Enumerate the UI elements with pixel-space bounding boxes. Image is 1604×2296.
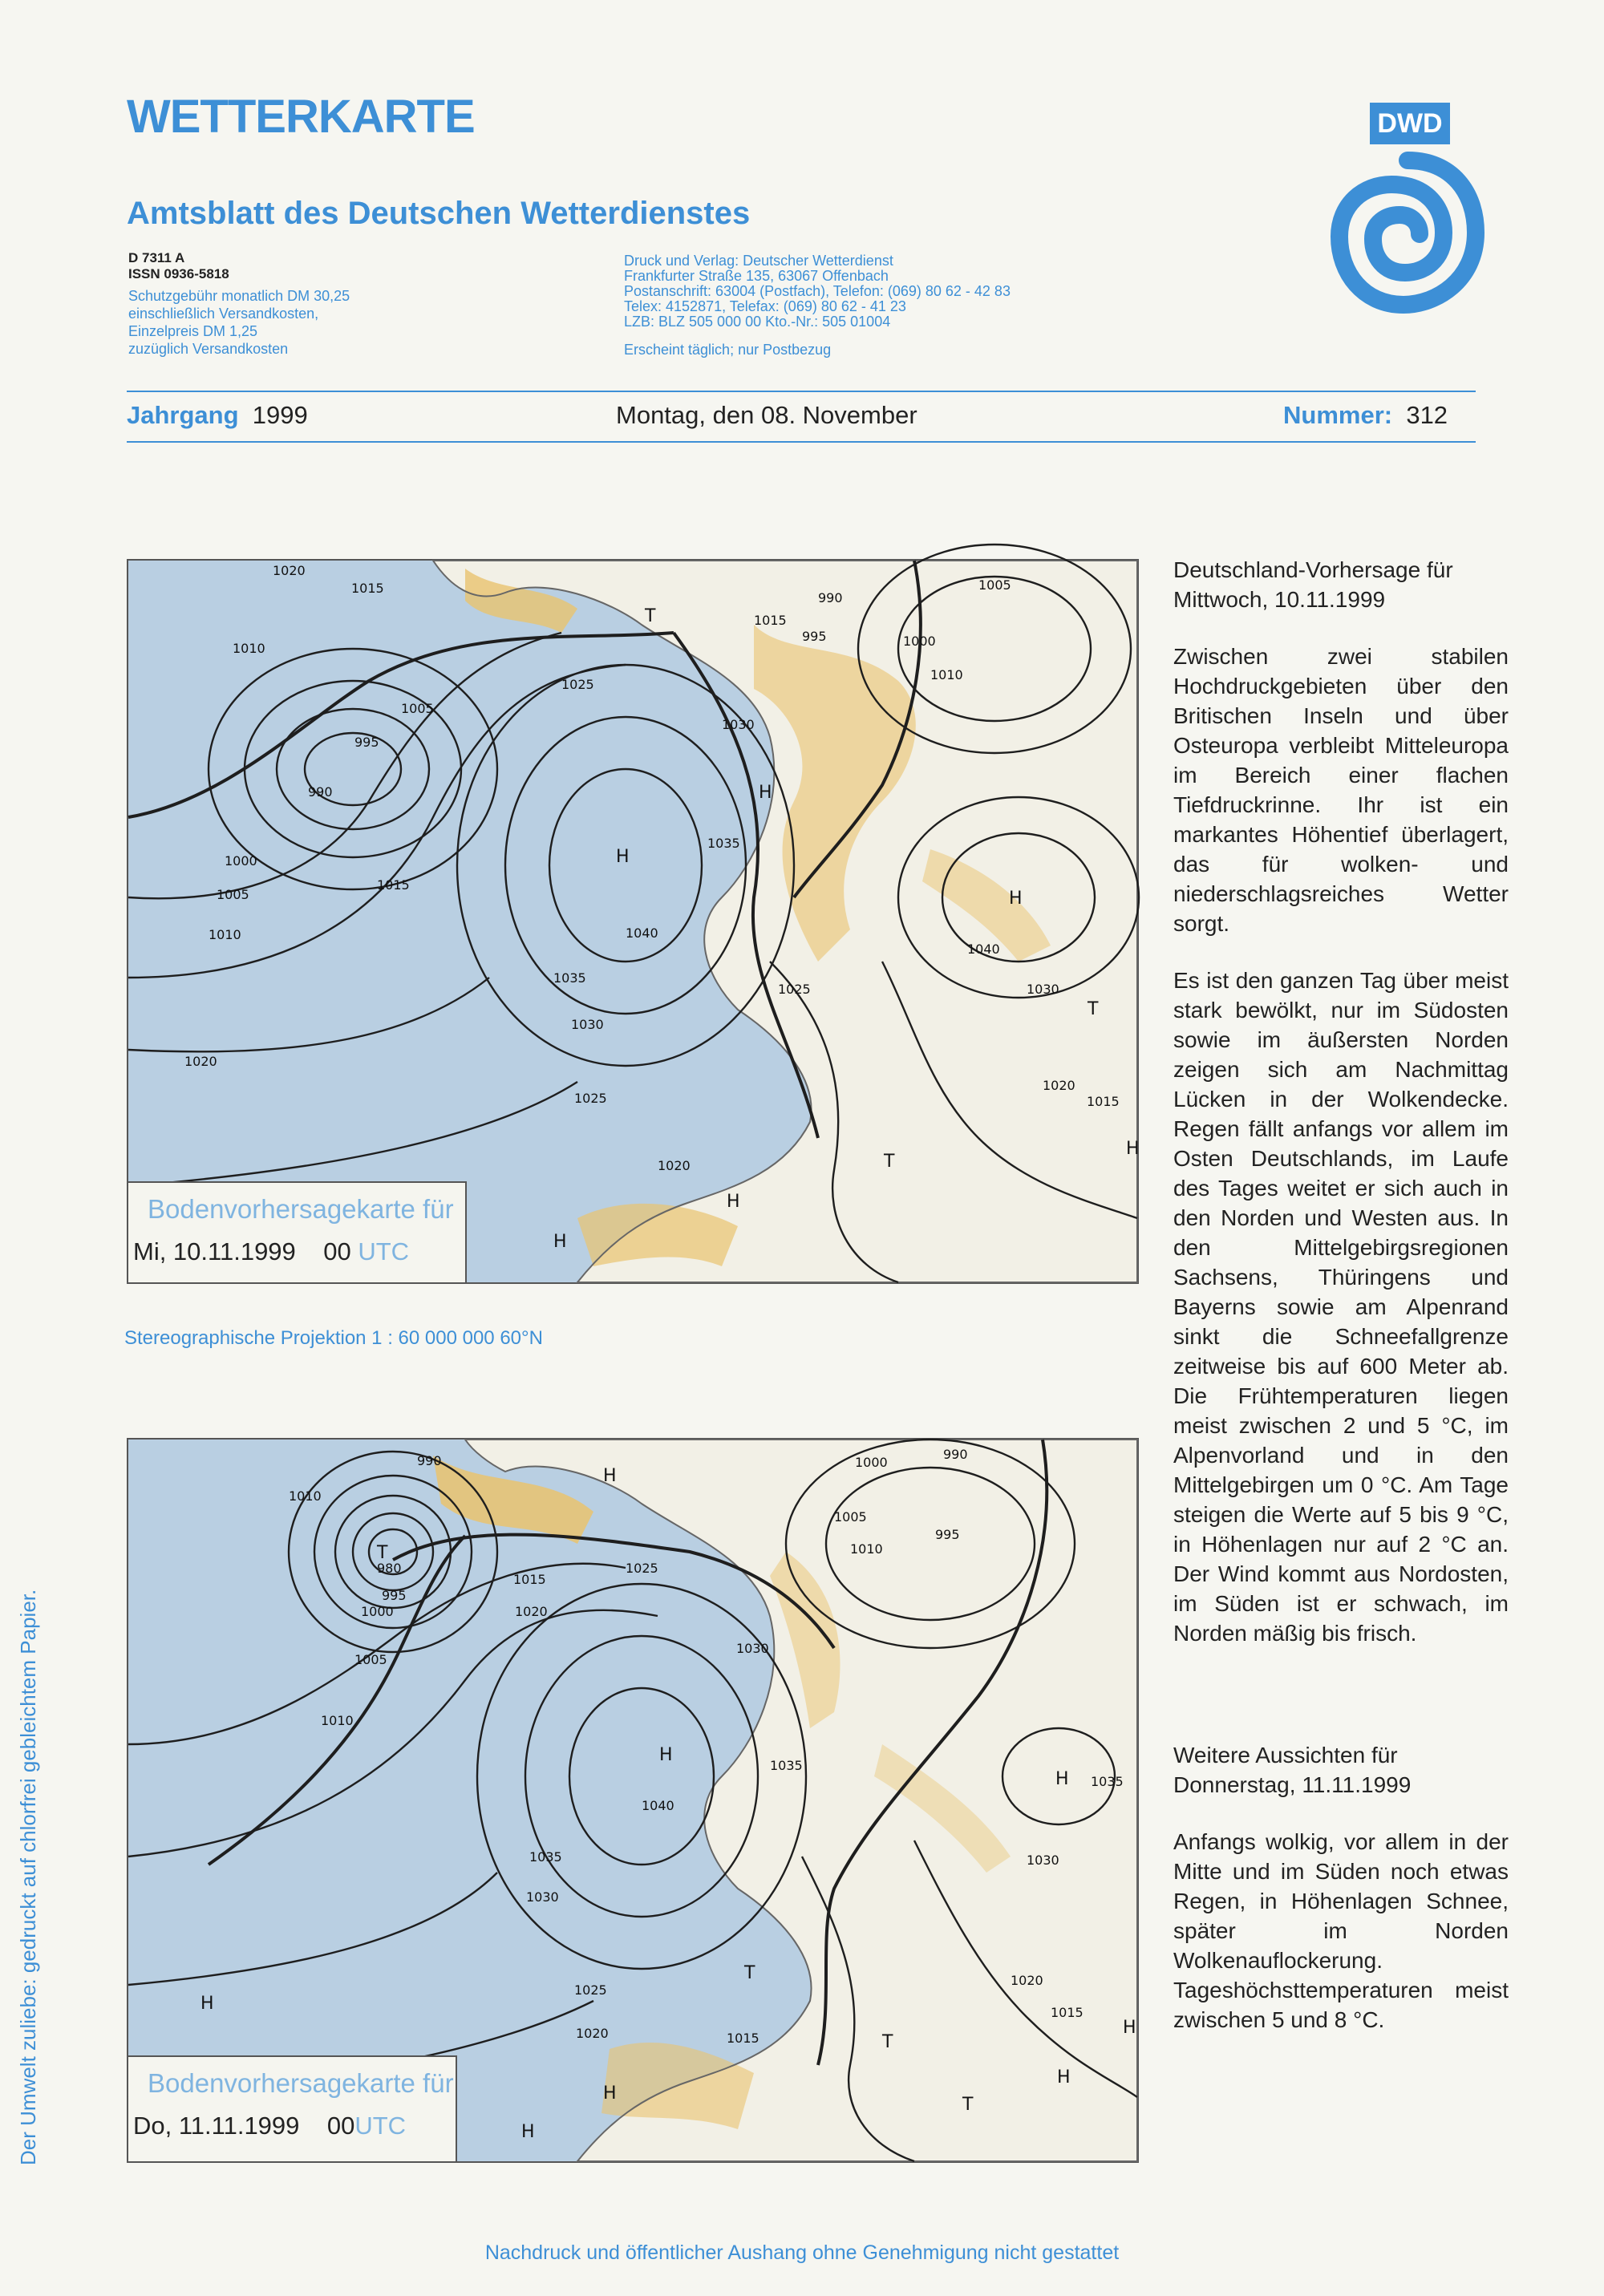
isobar-label: 1000 [225, 853, 257, 869]
isobar-label: 1020 [1011, 1973, 1043, 1988]
isobar-label: 1030 [736, 1641, 769, 1656]
pressure-center: H [727, 1192, 740, 1212]
frequency: Erscheint täglich; nur Postbezug [624, 342, 832, 358]
isobar-label: 1015 [754, 613, 787, 628]
isobar-label: 1025 [561, 677, 594, 692]
isobar-label: 1035 [553, 970, 586, 986]
isobar-label: 1015 [513, 1572, 546, 1587]
isobar-label: 1005 [401, 701, 434, 716]
isobar-label: 1020 [515, 1604, 548, 1619]
isobar-label: 1005 [217, 887, 249, 902]
isobar-label: 1005 [978, 577, 1011, 593]
isobar-label: 1000 [903, 634, 936, 649]
fee-line: einschließlich Versandkosten, [128, 306, 319, 322]
pressure-center: T [882, 2032, 893, 2052]
isobar-label: 1015 [1087, 1094, 1120, 1109]
isobar-label: 1020 [273, 563, 306, 578]
forecast-heading-2: Weitere Aussichten für Donnerstag, 11.11.1999 [1173, 1743, 1412, 1797]
pressure-center: T [884, 1152, 895, 1172]
isobar-label: 1040 [642, 1798, 674, 1813]
isobar-label: 1020 [576, 2026, 609, 2041]
isobar-label: 1015 [727, 2031, 759, 2046]
publisher-info [624, 253, 1011, 358]
isobar-label: 1010 [321, 1713, 354, 1728]
issue-date: Montag, den 08. November [616, 401, 917, 429]
fee-line: zuzüglich Versandkosten [128, 341, 289, 357]
isobar-label: 1030 [1027, 982, 1059, 997]
year-value: 1999 [252, 401, 308, 429]
isobar-label: 1010 [930, 667, 963, 682]
map-time: 00 [326, 2112, 355, 2140]
pressure-center: H [200, 1994, 214, 2014]
isobar-label: 1035 [707, 836, 740, 851]
number-label: Nummer: [1283, 401, 1393, 429]
isobar-label: 1035 [529, 1849, 562, 1865]
pressure-center: H [521, 2122, 535, 2142]
forecast-paragraph-2: Es ist den ganzen Tag über meist stark bewölkt, nur im Südosten sowie im äußersten Norden zeigen sich am Nachmittag Lücken in der Wolkendecke. Regen fällt anfangs vor allem im Osten Deutschlands, im Laufe des Tages weitet er sich auch in den Norden und Westen aus. In den Mittelgebirgsregionen Sachsens, Thüringens und Bayerns sowie am Alpenrand sinkt die Schneefallgrenze zeitweise bis auf 600 Meter ab. Die Frühtemperaturen liegen meist zwischen 2 und 5 °C, im Alpenvorland und in den Mittelgebirgen um 0 °C. Am Tage steigen die Werte auf 5 bis 9 °C, in Höhenlagen nur auf 2 °C an. Der Wind kommt aus Nordosten, im Süden ist er schwach, im Norden mäßig bis frisch. [1173, 968, 1509, 1646]
isobar-label: 1015 [377, 877, 410, 893]
publication-code: D 7311 A [128, 250, 185, 265]
publisher-line: LZB: BLZ 505 000 00 Kto.-Nr.: 505 01004 [624, 314, 891, 330]
isobar-label: 1010 [233, 641, 265, 656]
isobar-label: 995 [935, 1527, 960, 1542]
pressure-center: H [1057, 2067, 1071, 2087]
issn: ISSN 0936-5818 [128, 266, 229, 281]
isobar-label: 1005 [834, 1509, 867, 1525]
isobar-label: 1030 [571, 1017, 604, 1032]
isobar-label: 1010 [289, 1488, 322, 1504]
pressure-center: T [744, 1963, 755, 1983]
isobar-label: 1015 [351, 581, 384, 596]
isobar-label: 1020 [658, 1158, 691, 1173]
projection-note: Stereographische Projektion 1 : 60 000 000 60°N [124, 1327, 543, 1349]
page-subtitle: Amtsblatt des Deutschen Wetterdienstes [127, 196, 751, 231]
forecast-map-2 [127, 1438, 1139, 2163]
dwd-logo-text: DWD [1370, 103, 1450, 144]
isobar-label: 995 [354, 735, 379, 750]
pressure-center: T [1088, 999, 1099, 1019]
publisher-line: Druck und Verlag: Deutscher Wetterdienst [624, 253, 893, 269]
isobar-label: 1035 [1091, 1774, 1124, 1789]
pressure-center: H [616, 847, 630, 867]
map-caption-2 [128, 2055, 457, 2161]
forecast-text-2 [1173, 1740, 1509, 2035]
isobar-label: 1025 [626, 1561, 658, 1576]
isobar-label: 1010 [209, 927, 241, 942]
pressure-center: H [1123, 2018, 1136, 2038]
isobar-label: 1025 [574, 1091, 607, 1106]
dwd-swirl-icon [1315, 144, 1500, 329]
forecast-text-1 [1173, 555, 1509, 1648]
pressure-center: H [1009, 889, 1023, 909]
isobar-label: 990 [943, 1447, 968, 1462]
isobar-label: 1030 [1027, 1853, 1059, 1868]
isobar-label: 1030 [722, 717, 755, 732]
isobar-label: 1000 [855, 1455, 888, 1470]
header-rule-bottom [127, 441, 1476, 443]
map-utc: UTC [354, 2112, 407, 2140]
pressure-center: H [1126, 1139, 1140, 1159]
isobar-label: 1000 [361, 1604, 394, 1619]
forecast-paragraph-3: Anfangs wolkig, vor allem in der Mitte und im Süden noch etwas Regen, in Höhenlagen Schnee, später im Norden Wolkenauflockerung. Tageshöchsttemperaturen meist zwischen 5 und 8 °C. [1173, 1829, 1509, 2032]
header-rule-top [127, 391, 1476, 392]
isobar-label: 990 [308, 784, 333, 800]
isobar-label: 1010 [850, 1541, 883, 1557]
publisher-line: Postanschrift: 63004 (Postfach), Telefon: (069) 80 62 - 42 83 [624, 283, 1011, 299]
environment-note: Der Umwelt zuliebe: gedruckt auf chlorfrei gebleichtem Papier. [16, 1589, 40, 2165]
number-block [1283, 401, 1448, 430]
isobar-label: 1005 [354, 1652, 387, 1667]
weather-map-2-graphic [128, 1440, 1137, 2161]
pressure-center: H [553, 1232, 567, 1252]
pressure-center: H [759, 783, 772, 803]
publisher-line: Telex: 4152871, Telefax: (069) 80 62 - 41 23 [624, 298, 906, 314]
isobar-label: 1035 [770, 1758, 803, 1773]
isobar-label: 1015 [1051, 2005, 1084, 2020]
isobar-label: 995 [382, 1588, 407, 1603]
isobar-label: 1025 [778, 982, 811, 997]
pressure-center: H [659, 1745, 673, 1765]
pressure-center: T [377, 1543, 388, 1563]
publisher-line: Frankfurter Straße 135, 63067 Offenbach [624, 268, 889, 284]
isobar-label: 1020 [184, 1054, 217, 1069]
isobar-label: 995 [802, 629, 827, 644]
map-utc: UTC [358, 1237, 410, 1265]
isobar-label: 990 [818, 590, 843, 605]
forecast-map-1 [127, 559, 1139, 1284]
pressure-center: H [1055, 1769, 1069, 1789]
isobar-label: 1025 [574, 1982, 607, 1998]
map-caption-title: Bodenvorhersagekarte für [148, 1194, 454, 1224]
map-caption-date [133, 1237, 409, 1266]
isobar-label: 990 [417, 1453, 442, 1468]
map-date: Mi, 10.11.1999 [133, 1237, 296, 1265]
isobar-label: 1020 [1043, 1078, 1075, 1093]
fee-line: Schutzgebühr monatlich DM 30,25 [128, 288, 350, 304]
map-time: 00 [323, 1237, 351, 1265]
pressure-center: T [962, 2095, 974, 2115]
number-value: 312 [1406, 401, 1448, 429]
map-date: Do, 11.11.1999 [133, 2112, 300, 2140]
pressure-center: H [603, 2083, 617, 2104]
isobar-label: 1040 [626, 925, 658, 941]
isobar-label: 1030 [526, 1889, 559, 1905]
map-caption-1 [128, 1181, 467, 1282]
pressure-center: T [645, 606, 656, 626]
map-caption-title: Bodenvorhersagekarte für [148, 2068, 454, 2098]
fee-line: Einzelpreis DM 1,25 [128, 323, 258, 339]
forecast-paragraph-1: Zwischen zwei stabilen Hochdruckgebieten über den Britischen Inseln und über Osteuropa verbleibt Mitteleuropa im Bereich einer flachen Tiefdruckrinne. Ihr ist ein markantes Höhentief überlagert, das für wolken- und niederschlagsreiches Wetter sorgt. [1173, 644, 1509, 936]
map-caption-date [133, 2112, 406, 2140]
year-block [127, 401, 308, 430]
footer-note: Nachdruck und öffentlicher Aushang ohne Genehmigung nicht gestattet [484, 2241, 1120, 2264]
isobar-label: 1040 [967, 941, 1000, 957]
forecast-heading-1: Deutschland-Vorhersage für Mittwoch, 10.11.1999 [1173, 557, 1453, 612]
pressure-center: H [603, 1466, 617, 1486]
publication-info [128, 250, 350, 358]
page-title: WETTERKARTE [127, 91, 475, 143]
year-label: Jahrgang [127, 401, 239, 429]
isobar-label: 980 [377, 1561, 402, 1576]
weather-map-1-graphic [128, 561, 1140, 1282]
